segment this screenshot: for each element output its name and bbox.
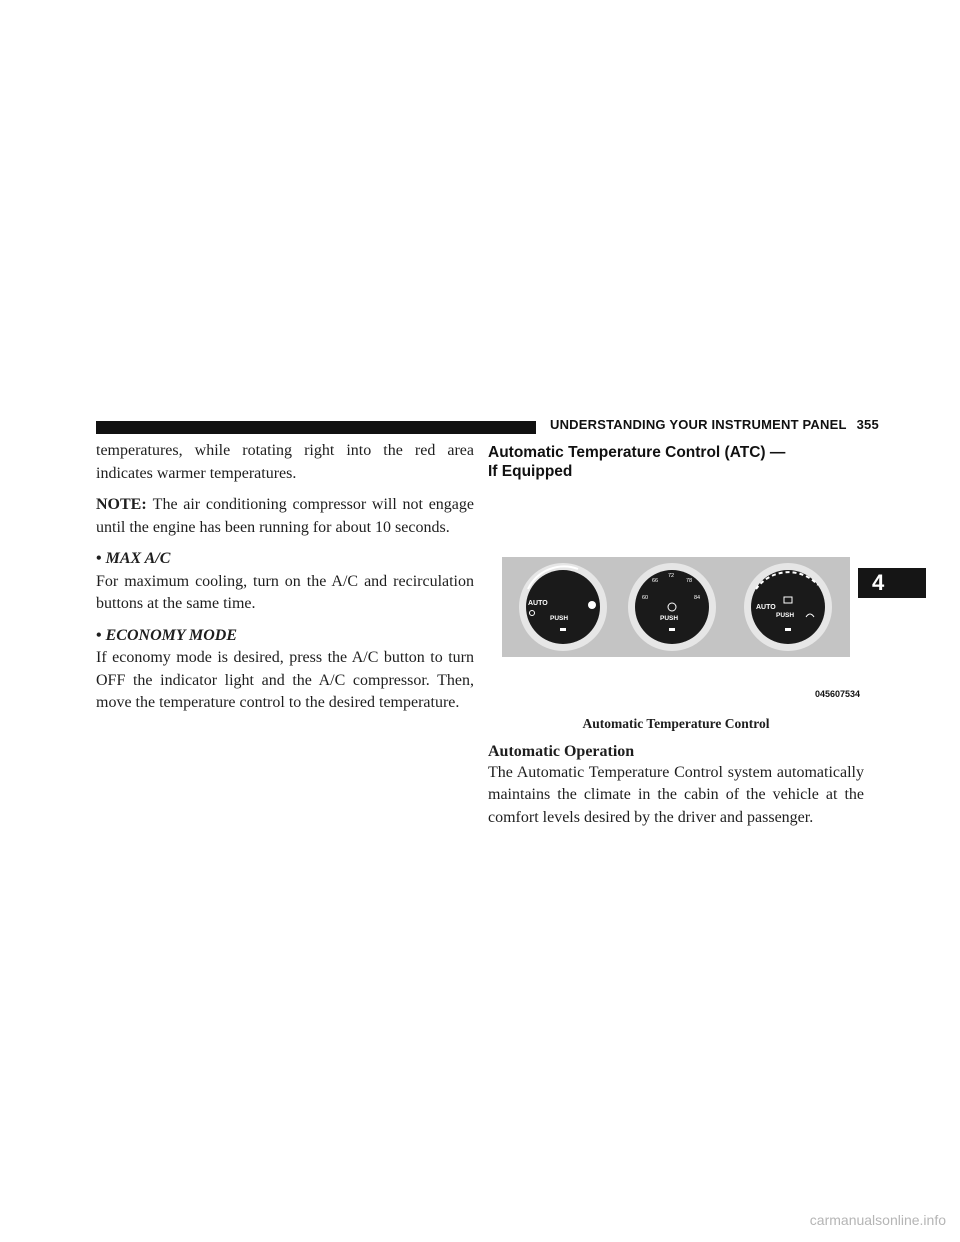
bullet-marker: • xyxy=(96,550,102,567)
temp-label-72: 72 xyxy=(668,573,675,579)
center-knob xyxy=(635,570,709,644)
fan-icon xyxy=(588,601,596,609)
left-push-label: PUSH xyxy=(550,615,569,622)
paragraph-temperatures: temperatures, while rotating right into the red area indicates warmer temperatures. xyxy=(96,442,474,482)
bullet-economy-mode xyxy=(96,625,474,648)
right-push-label: PUSH xyxy=(776,612,795,619)
bullet-max-ac-title: MAX A/C xyxy=(105,550,171,567)
section-heading-line2: If Equipped xyxy=(488,463,573,480)
note-paragraph xyxy=(96,494,474,539)
atc-figure xyxy=(488,493,864,709)
temp-label-60: 60 xyxy=(642,595,649,601)
chapter-tab: 4 xyxy=(858,568,926,598)
watermark: carmanualsonline.info xyxy=(809,1212,946,1228)
bullet-marker: • xyxy=(96,626,102,644)
left-column xyxy=(96,440,474,724)
section-heading xyxy=(488,443,864,481)
note-label: NOTE: xyxy=(96,496,147,513)
header-rule xyxy=(96,421,536,434)
automatic-operation-text: The Automatic Temperature Control system automatically maintains the climate in the cabin of the vehicle at the comfort levels desired by the driver and passenger. xyxy=(488,763,864,826)
bullet-economy-title: ECONOMY MODE xyxy=(105,626,238,644)
bullet-max-ac xyxy=(96,548,474,571)
right-column xyxy=(488,443,864,829)
temp-label-66: 66 xyxy=(652,578,659,584)
header-title: UNDERSTANDING YOUR INSTRUMENT PANEL xyxy=(550,417,847,432)
right-auto-label: AUTO xyxy=(756,604,776,611)
section-heading-line1: Automatic Temperature Control (ATC) — xyxy=(488,444,786,461)
temp-label-84: 84 xyxy=(694,595,701,601)
max-ac-text: For maximum cooling, turn on the A/C and recirculation buttons at the same time. xyxy=(96,572,474,612)
temp-label-78: 78 xyxy=(686,578,693,584)
note-text: The air conditioning compressor will not engage until the engine has been running for about 10 seconds. xyxy=(96,496,474,536)
left-auto-label: AUTO xyxy=(528,600,548,607)
figure-code: 045607534 xyxy=(814,688,860,699)
atc-panel-illustration xyxy=(488,493,864,709)
subheading-automatic-operation: Automatic Operation xyxy=(488,742,635,760)
running-header xyxy=(550,417,879,432)
figure-caption: Automatic Temperature Control xyxy=(582,716,770,731)
page-number: 355 xyxy=(856,417,879,432)
center-push-label: PUSH xyxy=(660,615,679,622)
economy-mode-text: If economy mode is desired, press the A/C button to turn OFF the indicator light and the A/C compressor. Then, move the temperature control to the desired temperature. xyxy=(96,649,474,711)
